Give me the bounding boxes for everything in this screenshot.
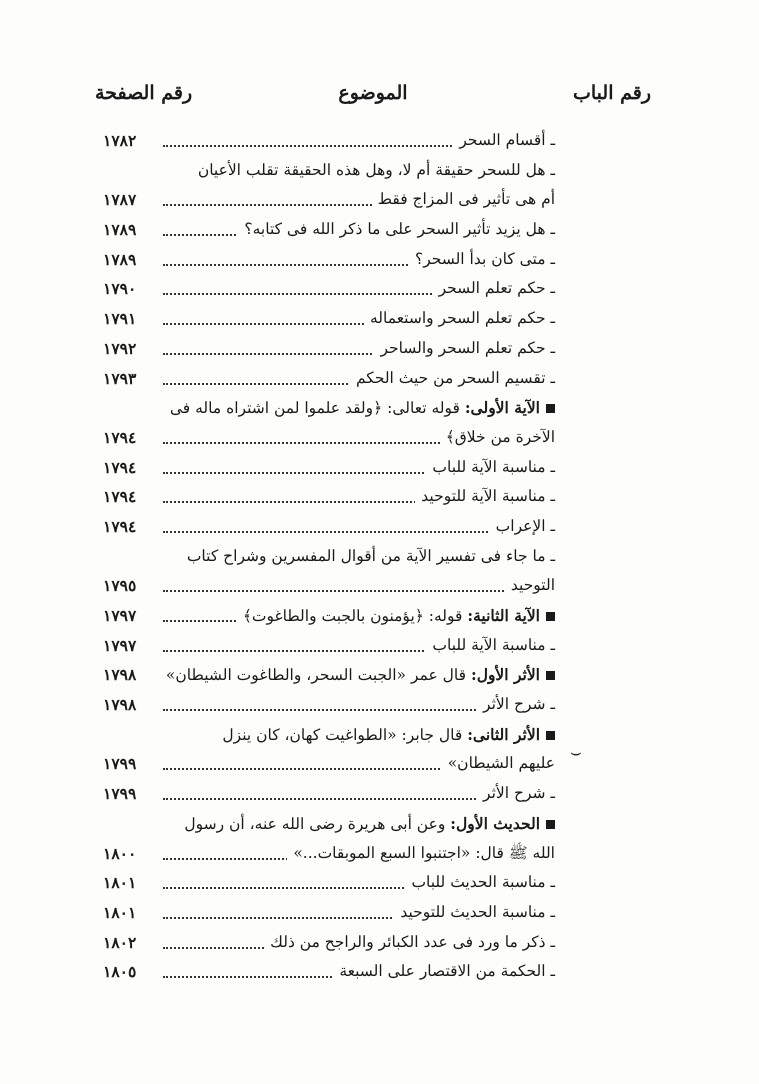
topic-label: الموضوع [338,82,408,104]
toc-page-number: ١٧٩٨ [103,665,137,685]
toc-entry-title [364,304,555,334]
toc-entry-title [442,749,555,779]
toc-page-number: ١٧٨٩ [103,220,137,240]
toc-entry-heading: الآية الأولى: [464,398,540,418]
toc-entry-title [237,601,555,632]
toc-entry-title [350,364,555,394]
toc-entry [95,542,555,572]
toc-entry-text: ـ مناسبة الحديث للتوحيد [400,902,555,921]
toc-entry-text: ـ حكم تعلم السحر [438,279,555,298]
toc-entry-text: الآخرة من خلاق﴾ [445,427,555,446]
toc-entry-title [477,690,555,720]
toc-entry-text: ـ مناسبة الحديث للباب [411,873,555,892]
toc-entry [95,185,555,215]
toc-entry-text: ـ هل للسحر حقيقة أم لا، وهل هذه الحقيقة تقلب الأعيان [197,160,555,179]
toc-entry [95,393,555,423]
toc-entry-title [374,334,555,364]
toc-entry-text: قال جابر: «الطواغيت كهان، كان ينزل [222,725,468,744]
toc-entry-text: ـ مناسبة الآية للباب [432,635,555,654]
toc-entry-title [440,423,555,453]
toc-page-number: ١٨٠٥ [103,962,137,982]
toc-entry [95,126,555,156]
toc-entry-title [287,839,555,869]
toc-entry-title [426,453,555,483]
toc-page-number: ١٧٩٥ [103,576,137,596]
toc-entry-text: ـ مناسبة الآية للباب [432,457,555,476]
toc-page-number: ١٧٨٩ [103,249,137,269]
toc-entry-heading: الأثر الأول: [470,665,540,685]
toc-entry-title [333,957,555,987]
toc-entry [95,334,555,364]
toc-entry [95,304,555,334]
handwritten-check-mark: ⌣ [570,742,582,763]
toc-entry-title [164,393,555,424]
toc-entry-title [453,126,555,156]
toc-entry-title [394,898,555,928]
toc-page-number: ١٧٩٤ [103,487,137,507]
toc-page-number: ١٨٠١ [103,902,137,922]
toc-entry-title [178,809,555,840]
toc-entry [95,809,555,839]
toc-page-number: ١٧٩٧ [103,635,137,655]
toc-entry-text: ـ شرح الأثر [483,695,555,714]
toc-entry-text: قوله: ﴿يؤمنون بالجبت والطاغوت﴾ [242,607,468,625]
toc-entry-title [490,512,555,542]
square-bullet-icon [546,820,555,829]
toc-page-number: ١٧٩٨ [103,695,137,715]
toc-entry-title [505,571,555,601]
toc-entry [95,274,555,304]
toc-entry [95,779,555,809]
toc-entry-text: ـ هل يزيد تأثير السحر على ما ذكر الله فى كتابه؟ [244,220,555,239]
toc-page-number: ١٧٩٢ [103,338,137,358]
toc-entry-text: قوله تعالى: ﴿ولقد علموا لمن اشتراه ماله فى [169,399,465,418]
toc-entry-text: ـ حكم تعلم السحر والساحر [380,338,555,357]
dot-leader [163,590,555,592]
toc-entry [95,720,555,750]
toc-page-number: ١٧٩٣ [103,368,137,388]
toc-entry-heading: الآية الثانية: [467,606,540,625]
toc-entry-heading: الأثر الثانى: [467,724,540,744]
toc-entry-text: ـ مناسبة الآية للتوحيد [421,487,555,506]
toc-page-number: ١٧٩٩ [103,784,137,804]
toc-entry [95,690,555,720]
toc-entry [95,364,555,394]
toc-entry-title [216,720,555,751]
toc-entry-title [264,928,555,958]
toc-entry-text: أم هى تأثير فى المزاج فقط [377,190,555,209]
toc-entry-text: ـ ما جاء فى تفسير الآية من أقوال المفسرين وشراح كتاب [186,546,555,565]
toc-entry [95,928,555,958]
toc-entry-heading: الحديث الأول: [450,813,540,833]
toc-entry-text: عليهم الشيطان» [447,754,555,773]
toc-page-number: ١٧٩٤ [103,516,137,536]
toc-entry-title [372,185,555,215]
toc-entry [95,512,555,542]
toc-entry-title [405,868,555,898]
toc-entry [95,215,555,245]
toc-entry-text: التوحيد [510,576,555,595]
toc-list [95,126,555,987]
toc-page-number: ١٧٩١ [103,309,137,329]
toc-entry [95,749,555,779]
square-bullet-icon [546,404,555,413]
toc-entry [95,571,555,601]
toc-entry-title [192,156,555,186]
toc-entry-text: الله ﷺ قال: «اجتنبوا السبع الموبقات...» [293,843,555,862]
toc-entry [95,453,555,483]
toc-page-number: ١٨٠١ [103,873,137,893]
toc-entry-text: ـ أقسام السحر [459,131,555,149]
toc-page-number: ١٨٠٠ [103,843,137,863]
toc-entry-text: ـ متى كان بدأ السحر؟ [414,249,555,268]
toc-entry [95,660,555,690]
toc-page-number: ١٧٨٧ [103,190,137,210]
toc-entry [95,957,555,987]
toc-page-number: ١٧٨٢ [103,131,137,150]
toc-entry-title [433,274,555,304]
toc-entry [95,245,555,275]
toc-entry [95,631,555,661]
toc-entry [95,868,555,898]
square-bullet-icon [546,612,555,621]
toc-entry-title [181,542,555,572]
square-bullet-icon [546,731,555,740]
toc-entry-title [409,245,555,275]
toc-page-number: ١٧٩٤ [103,427,137,447]
toc-entry [95,601,555,631]
toc-page-number: ١٨٠٢ [103,932,137,952]
toc-entry-title [426,631,555,661]
toc-entry-text: ـ تقسيم السحر من حيث الحكم [355,368,555,387]
toc-entry [95,839,555,869]
toc-entry-text: وعن أبى هريرة رضى الله عنه، أن رسول [184,814,451,833]
toc-page-number: ١٧٩٠ [103,279,137,299]
toc-page-number: ١٧٩٤ [103,457,137,477]
toc-entry-title [160,660,555,691]
toc-entry-title [477,779,555,809]
toc-entry-text: قال عمر «الجبت السحر، والطاغوت الشيطان» [165,666,471,685]
square-bullet-icon [546,671,555,680]
toc-entry-text: ـ شرح الأثر [483,784,555,803]
toc-page-number: ١٧٩٧ [103,606,137,625]
page-number-label: رقم الصفحة [95,82,193,104]
toc-entry-title [415,482,555,512]
toc-page-number: ١٧٩٩ [103,754,137,774]
toc-entry-text: ـ الحكمة من الاقتصار على السبعة [339,962,555,981]
toc-entry-text: ـ حكم تعلم السحر واستعماله [369,309,555,328]
toc-entry [95,898,555,928]
toc-entry [95,156,555,186]
table-header [95,82,651,112]
toc-entry-title [238,215,555,245]
toc-entry-text: ـ ذكر ما ورد فى عدد الكبائر والراجح من ذلك [270,932,555,951]
toc-entry [95,482,555,512]
chapter-number-label: رقم الباب [573,82,651,104]
toc-entry [95,423,555,453]
toc-entry-text: ـ الإعراب [495,516,555,535]
